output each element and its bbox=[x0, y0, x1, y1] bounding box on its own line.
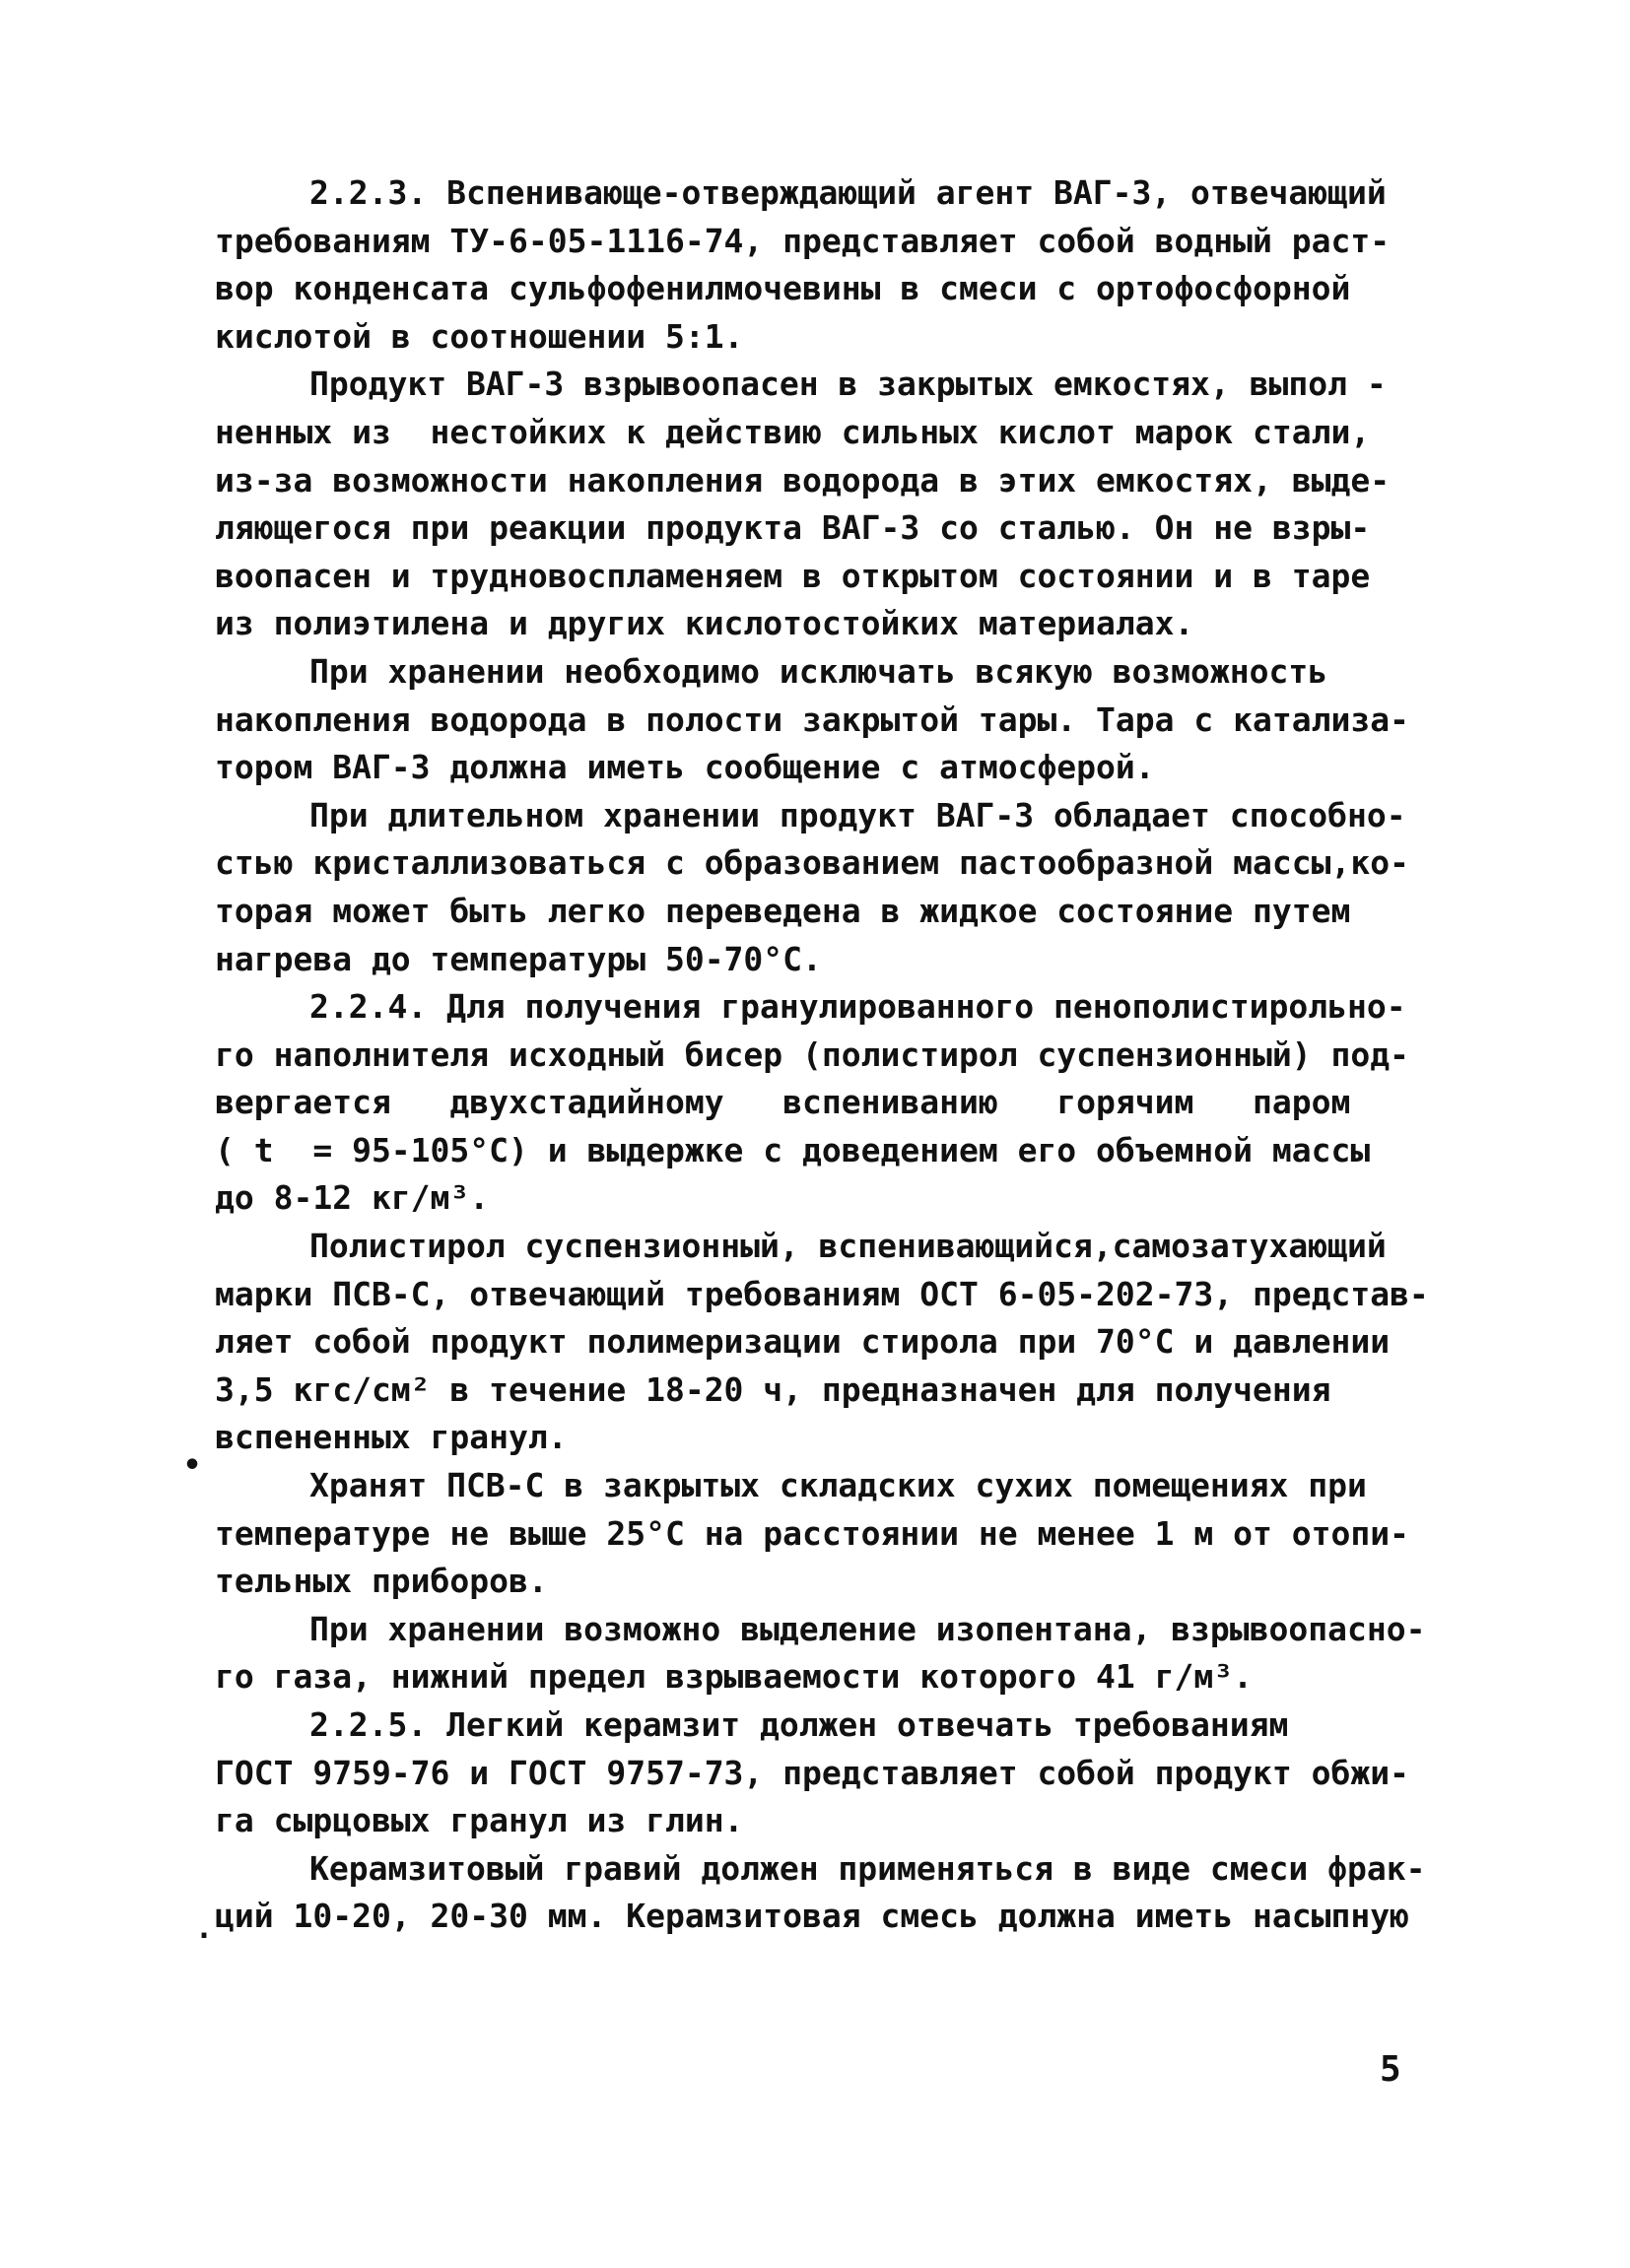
text-line: ляющегося при реакции продукта ВАГ-3 со сталью. Он не взры- bbox=[215, 508, 1371, 548]
text-line: тором ВАГ-3 должна иметь сообщение с атмосферой. bbox=[215, 748, 1155, 787]
text-line: кислотой в соотношении 5:1. bbox=[215, 316, 744, 356]
text-line: 2.2.3. Вспенивающе-отверждающий агент ВАГ-3, отвечающий bbox=[309, 173, 1387, 212]
text-line: Хранят ПСВ-С в закрытых складских сухих помещениях при bbox=[309, 1466, 1367, 1505]
text-line: го газа, нижний предел взрываемости которого 41 г/м³. bbox=[215, 1657, 1253, 1697]
text-line: При хранении возможно выделение изопентана, взрывоопасно- bbox=[309, 1609, 1426, 1648]
text-line: из полиэтилена и других кислотостойких материалах. bbox=[215, 604, 1194, 643]
text-line: 2.2.4. Для получения гранулированного пенополистирольно- bbox=[309, 987, 1406, 1027]
text-line: Полистирол суспензионный, вспенивающийся,самозатухающий bbox=[309, 1227, 1387, 1266]
text-line: ГОСТ 9759-76 и ГОСТ 9757-73, представляет собой продукт обжи- bbox=[215, 1753, 1409, 1792]
text-line: ляет собой продукт полимеризации стирола при 70°С и давлении bbox=[215, 1322, 1391, 1362]
text-line: нагрева до температуры 50-70°С. bbox=[215, 939, 822, 978]
text-line: ( t = 95-105°С) и выдержке с доведением его объемной массы bbox=[215, 1130, 1371, 1169]
text-line: Керамзитовый гравий должен применяться в виде смеси фрак- bbox=[309, 1848, 1426, 1888]
margin-mark: • bbox=[183, 1448, 202, 1483]
text-line: 2.2.5. Легкий керамзит должен отвечать требованиям bbox=[309, 1705, 1289, 1744]
text-line: ненных из нестойких к действию сильных кислот марок стали, bbox=[215, 412, 1371, 451]
text-line: марки ПСВ-С, отвечающий требованиям ОСТ 6-05-202-73, представ- bbox=[215, 1274, 1429, 1313]
text-line: температуре не выше 25°С на расстоянии не менее 1 м от отопи- bbox=[215, 1513, 1409, 1553]
text-line: вор конденсата сульфофенилмочевины в смеси с ортофосфорной bbox=[215, 269, 1351, 308]
text-line: вспененных гранул. bbox=[215, 1418, 568, 1457]
text-line: вергается двухстадийному вспениванию горячим паром bbox=[215, 1083, 1351, 1122]
margin-mark: . bbox=[195, 1911, 214, 1946]
body-text bbox=[215, 169, 1427, 1941]
text-line: воопасен и трудновоспламеняем в открытом состоянии и в таре bbox=[215, 556, 1371, 595]
text-line: Продукт ВАГ-3 взрывоопасен в закрытых емкостях, выпол - bbox=[309, 365, 1387, 404]
text-line: ций 10-20, 20-30 мм. Керамзитовая смесь должна иметь насыпную bbox=[215, 1897, 1409, 1936]
text-line: го наполнителя исходный бисер (полистирол суспензионный) под- bbox=[215, 1034, 1409, 1074]
text-line: При длительном хранении продукт ВАГ-3 обладает способно- bbox=[309, 795, 1406, 834]
page-number: 5 bbox=[1380, 2049, 1401, 2090]
text-line: га сырцовых гранул из глин. bbox=[215, 1801, 744, 1840]
text-line: из-за возможности накопления водорода в этих емкостях, выде- bbox=[215, 460, 1391, 500]
text-line: 3,5 кгс/см² в течение 18-20 ч, предназначен для получения bbox=[215, 1369, 1331, 1409]
text-line: накопления водорода в полости закрытой тары. Тара с катализа- bbox=[215, 700, 1409, 739]
text-line: тельных приборов. bbox=[215, 1562, 548, 1601]
text-line: торая может быть легко переведена в жидкое состояние путем bbox=[215, 891, 1351, 930]
text-line: стью кристаллизоваться с образованием пастообразной массы,ко- bbox=[215, 843, 1409, 883]
text-line: до 8-12 кг/м³. bbox=[215, 1178, 490, 1218]
text-line: требованиям ТУ-6-05-1116-74, представляет собой водный раст- bbox=[215, 221, 1391, 260]
text-line: При хранении необходимо исключать всякую возможность bbox=[309, 651, 1328, 691]
